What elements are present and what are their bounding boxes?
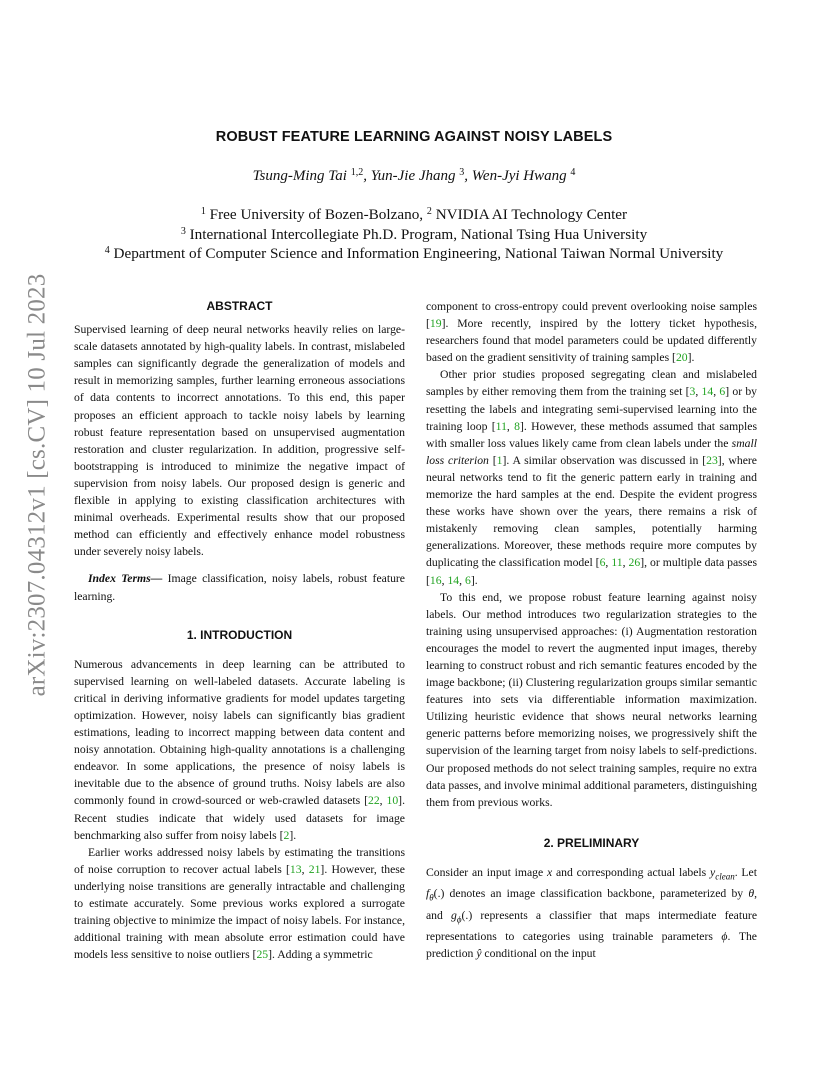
affil-2-text: NVIDIA AI Technology Center: [431, 206, 628, 223]
left-column: [74, 298, 405, 963]
citation-link[interactable]: 14: [447, 573, 460, 587]
affil-1-text: Free University of Bozen-Bolzano,: [205, 206, 427, 223]
affil-3-mark: 3: [180, 225, 186, 237]
r-p2-text-h: ].: [470, 573, 478, 587]
right-paragraph-2: Other prior studies proposed segregating clean and mislabeled samples by either removing them from the training set [3, 14, 6] or by resetting the labels and integrating semi-supervised learning into the training loop [11, 8]. However, these methods assumed that samples with smaller loss values likely came from clean labels under the small loss criterion [1]. A similar observation was discussed in [23], where neural networks tend to fit the generic pattern early in training and memorize the hard samples at the end. Despite the evident progress these works have shown over the years, there remains a risk of mistakenly removing clean samples, potentially harming generalizations. Moreover, these methods require more computes by duplicating the classification model [6, 11, 26], or multiple data passes [16, 14, 6].: [426, 368, 758, 587]
math-f: f: [426, 887, 430, 901]
citation-link[interactable]: 19: [429, 317, 442, 331]
affil-1-mark: 1: [200, 206, 206, 217]
intro-p2-text-b: ]. However, these underlying noise transitions are generally intractable and challenging to estimate accurately. Some previous works explored a surrogate training objective to minimize the impact of noisy labels. For instance, additional training with mean absolute error estimation could have models less sensitive to noise outliers [: [74, 862, 405, 962]
intro-p1-text-b: ]. Recent studies indicate that widely used datasets for image benchmarking also suffer from noisy labels [: [74, 794, 405, 842]
r-p2-text-f: ], where neural networks tend to fit the generic pattern early in training and memorize the hard samples at the end. Despite the evident progress these works have shown over the years, there remains a risk of mistakenly removing clean samples, potentially harming generalizations. Moreover, these methods require more computes by duplicating the classification model [: [426, 453, 757, 570]
affil-4-mark: 4: [104, 245, 110, 256]
citation-link[interactable]: 26: [628, 556, 641, 570]
right-column: [426, 298, 757, 962]
intro-p2-text-c: ]. Adding a symmetric: [268, 948, 373, 962]
citation-link[interactable]: 1: [496, 453, 503, 467]
pr-text-e: , and: [426, 887, 757, 922]
intro-paragraph-1: Numerous advancements in deep learning can be attributed to supervised learning on well-labeled datasets. Accurate labeling is critical in deriving informative gradients for model updates targeting optimization. However, noisy labels can significantly bias gradient estimations, leading to incorrect mapping between data content and noisy annotation. Obtaining high-quality annotations is a challenging endeavor. In some applications, the presence of noisy labels is inevitable due to the absence of ground truths. Noisy labels are also commonly found in crowd-sourced or web-crawled datasets [22, 10]. Recent studies indicate that widely used datasets for image benchmarking also suffer from noisy labels [2].: [74, 657, 405, 842]
pr-text-d: (.) denotes an image classification backbone, parameterized by: [433, 887, 749, 901]
index-terms-text: Image classification, noisy labels, robust feature learning.: [74, 572, 405, 603]
math-phi-subscript: ϕ: [456, 914, 462, 925]
affiliations: [0, 205, 828, 264]
pr-text-a: Consider an input image: [426, 865, 547, 879]
intro-p2-text-a: Earlier works addressed noisy labels by estimating the transitions of noise corruption to recover actual labels [: [74, 845, 405, 876]
citation-link[interactable]: 6: [719, 385, 726, 399]
math-theta: θ: [748, 887, 755, 901]
paper-title: ROBUST FEATURE LEARNING AGAINST NOISY LABELS: [215, 129, 613, 145]
math-theta-subscript: θ: [429, 892, 434, 903]
intro-p1-text-c: ].: [289, 828, 297, 842]
citation-link[interactable]: 3: [689, 385, 696, 399]
citation-link[interactable]: 6: [464, 573, 471, 587]
r-p2-text-c: ]. However, these methods assumed that samples with smaller loss values likely came from clean labels under the: [426, 419, 758, 450]
abstract-body: Supervised learning of deep neural networks heavily relies on large-scale datasets annotated by high-quality labels. In contrast, mislabeled samples can significantly degrade the generalization of models and result in memorizing samples, further learning erroneous associations of data contents to incorrect annotations. To this end, this paper proposes an efficient approach to tackle noisy labels by learning robust feature representation based on unsupervised augmentation restoration and cluster regularization. In addition, progressive self-bootstrapping is introduced to minimize the negative impact of supervision from noisy labels. Our proposed design is generic and flexible in applying to existing classification architectures with minimal overheads. Experimental results show that our proposed method can efficiently and effectively enhance model robustness under severely noisy labels.: [74, 323, 405, 559]
author-2: Yun-Jie Jhang: [370, 168, 456, 184]
introduction-heading: 1. INTRODUCTION: [186, 627, 293, 642]
affil-3-text: International Intercollegiate Ph.D. Program, National Tsing Hua University: [185, 225, 648, 243]
right-paragraph-3: To this end, we propose robust feature learning against noisy labels. Our method introduces two regularization strategies to the training using unsupervised approaches: (i) Augmentation restoration encourages the model to revert the augmented input images, thereby learning to construct robust and rich semantic features encoded by the image backbone; (ii) Clustering regularization groups similar semantic features into sets via differentiable information maximization. Utilizing heuristic evidence that shows neural networks learning generic patterns before memorizing noises, we progressively shift the supervision of the learning target from noisy labels to self-predictions. Our proposed methods do not select training samples, require no extra data passes, and involve minimal additional parameters, distinguishing them from previous works.: [426, 590, 757, 809]
index-terms: [74, 570, 405, 604]
math-x: x: [546, 865, 553, 879]
citation-link[interactable]: 20: [675, 351, 688, 365]
citation-link[interactable]: 11: [611, 556, 623, 570]
arxiv-identifier-text: arXiv:2307.04312v1 [cs.CV] 10 Jul 2023: [23, 273, 51, 697]
r-p2-text-b: ] or by resetting the labels and integrating semi-supervised learning into the training loop [: [426, 385, 758, 433]
math-y-hat: ŷ: [476, 947, 482, 961]
r-p2-italic: small loss criterion: [426, 436, 757, 467]
affiliation-line-2: [0, 225, 828, 245]
r-p2-text-d: [: [488, 453, 497, 467]
r-p1-text-b: ]. More recently, inspired by the lottery ticket hypothesis, researchers found that model parameters could be updated differently based on the gradient sensitivity of training samples [: [426, 317, 757, 365]
pr-text-f: (.) represents a classifier that maps intermediate feature representations to categories using trainable parameters: [426, 908, 757, 944]
citation-link[interactable]: 14: [701, 385, 714, 399]
r-p1-text-a: component to cross-entropy could prevent overlooking noise samples [: [426, 300, 757, 331]
author-1-affil: 1,2: [350, 167, 364, 178]
citation-link[interactable]: 8: [514, 419, 520, 433]
pr-text-i: conditional on the input: [481, 947, 596, 961]
citation-link[interactable]: 22: [367, 794, 380, 808]
citation-link[interactable]: 23: [706, 453, 718, 467]
affiliation-line-1: [0, 205, 828, 225]
math-y: y: [710, 865, 716, 879]
citation-link[interactable]: 6: [599, 556, 606, 570]
pr-text-b: and corresponding actual labels: [552, 865, 711, 879]
r-p2-text-a: Other prior studies proposed segregating clean and mislabeled samples by either removing them from the training set [: [426, 368, 757, 399]
math-phi: ϕ: [721, 930, 728, 944]
arxiv-identifier: [22, 273, 52, 697]
r-p2-text-e: ]. A similar observation was discussed in [: [502, 453, 707, 467]
index-terms-label: Index Terms—: [88, 572, 163, 586]
affil-4-text: Department of Computer Science and Information Engineering, National Taiwan Normal University: [109, 245, 724, 262]
citation-link[interactable]: 10: [386, 794, 399, 808]
affiliation-line-3: [0, 244, 828, 264]
r-p2-text-g: ], or multiple data passes [: [426, 556, 758, 587]
affil-2-mark: 2: [426, 206, 432, 217]
pr-text-c: . Let: [734, 865, 757, 879]
citation-link[interactable]: 2: [283, 828, 290, 842]
preliminary-heading: 2. PRELIMINARY: [543, 835, 640, 850]
citation-link[interactable]: 25: [256, 948, 269, 962]
citation-link[interactable]: 13: [289, 862, 302, 876]
r-p1-text-c: ].: [687, 351, 695, 365]
intro-paragraph-2: Earlier works addressed noisy labels by estimating the transitions of noise corruption to recover actual labels [13, 21]. However, these underlying noise transitions are generally intractable and challenging to estimate accurately. Some previous works explored a surrogate training objective to minimize the impact of noisy labels. For instance, additional training with mean absolute error estimation could have models less sensitive to noise outliers [25]. Adding a symmetric: [74, 845, 405, 962]
preliminary-paragraph: [426, 864, 757, 962]
author-1: Tsung-Ming Tai: [252, 168, 347, 184]
abstract-heading: ABSTRACT: [206, 299, 273, 313]
citation-link[interactable]: 16: [429, 573, 442, 587]
right-paragraph-1: [426, 298, 757, 366]
citation-link[interactable]: 11: [495, 419, 507, 433]
author-3-affil: 4: [570, 167, 576, 178]
intro-p1-text-a: Numerous advancements in deep learning can be attributed to supervised learning on well-labeled datasets. Accurate labeling is critical in deriving informative gradients for model updates targeting optimization. However, noisy labels can significantly bias gradient estimations, leading to incorrect mapping between data content and noisy annotation. Obtaining high-quality annotations is a challenging endeavor. In some applications, the presence of noisy labels is inevitable due to the absence of ground truths. Noisy labels are also commonly found in crowd-sourced or web-crawled datasets [: [74, 657, 405, 808]
math-g: g: [451, 908, 457, 922]
citation-link[interactable]: 21: [308, 862, 321, 876]
math-clean-subscript: clean: [715, 871, 735, 882]
pr-text-h: . The prediction: [426, 930, 757, 961]
author-3: Wen-Jyi Hwang: [471, 168, 567, 184]
author-list: Tsung-Ming Tai $^{1,2}$, Yun-Jie Jhang $^3$, Wen-Jyi Hwang $^4$: [252, 167, 576, 184]
author-2-affil: 3: [459, 167, 465, 178]
